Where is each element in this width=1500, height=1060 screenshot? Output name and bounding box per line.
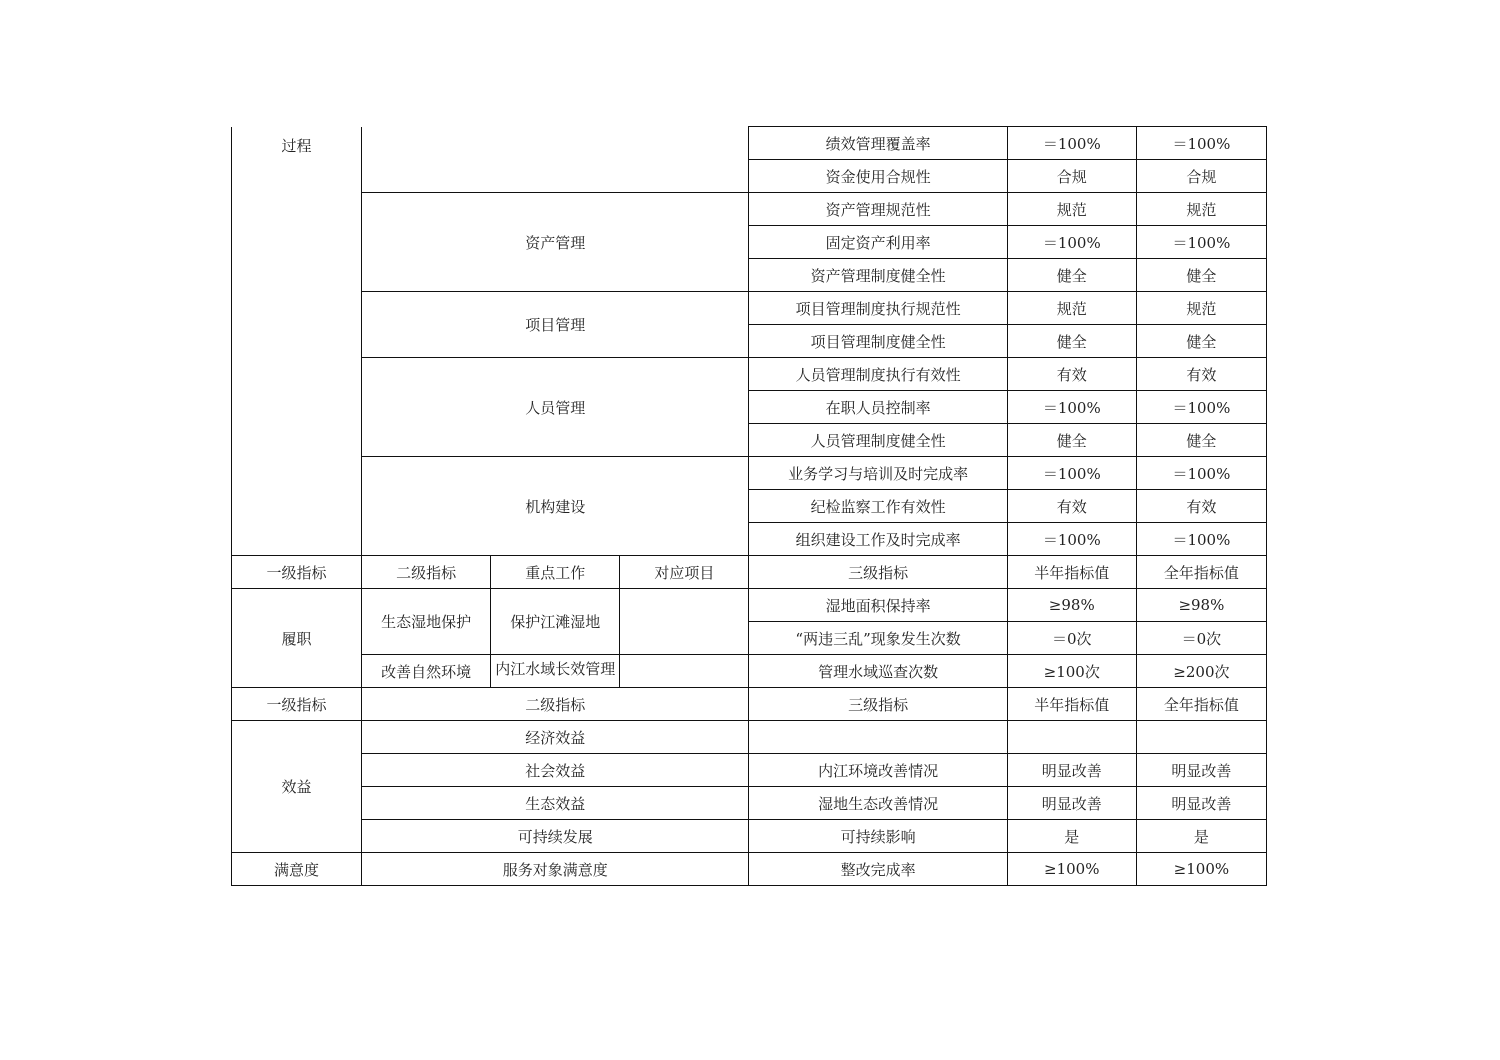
level3-cell: “两违三乱”现象发生次数 xyxy=(749,622,1007,655)
full-value-cell: ＝0次 xyxy=(1136,622,1266,655)
full-value-cell: ＝100% xyxy=(1136,226,1266,259)
level2-cell: 服务对象满意度 xyxy=(362,853,749,886)
level3-cell: 资产管理规范性 xyxy=(749,193,1007,226)
table-row xyxy=(232,853,1267,886)
table-row xyxy=(232,358,1267,391)
table-row xyxy=(232,292,1267,325)
full-value-cell: ≥200次 xyxy=(1136,655,1266,688)
table-row xyxy=(232,589,1267,622)
full-value-cell: 有效 xyxy=(1136,490,1266,523)
level3-cell: 资产管理制度健全性 xyxy=(749,259,1007,292)
half-value-cell: ＝100% xyxy=(1007,391,1136,424)
header-half: 半年指标值 xyxy=(1007,556,1136,589)
table-row xyxy=(232,721,1267,754)
full-value-cell: 规范 xyxy=(1136,193,1266,226)
header-level3: 三级指标 xyxy=(749,556,1007,589)
level3-cell: 业务学习与培训及时完成率 xyxy=(749,457,1007,490)
header-level2: 二级指标 xyxy=(362,688,749,721)
level1-duty-cell: 履职 xyxy=(232,589,362,688)
header-level1: 一级指标 xyxy=(232,556,362,589)
table-header-row xyxy=(232,688,1267,721)
header-full: 全年指标值 xyxy=(1136,688,1266,721)
half-value-cell: 明显改善 xyxy=(1007,787,1136,820)
table-row xyxy=(232,754,1267,787)
level2-blank-cell xyxy=(362,127,749,193)
level1-process-cell: 过程 xyxy=(232,127,362,556)
table-row xyxy=(232,787,1267,820)
half-value-cell: ≥98% xyxy=(1007,589,1136,622)
full-value-cell: 合规 xyxy=(1136,160,1266,193)
level2-cell: 可持续发展 xyxy=(362,820,749,853)
half-value-cell: ＝100% xyxy=(1007,226,1136,259)
half-value-cell: 规范 xyxy=(1007,193,1136,226)
level2-asset-cell: 资产管理 xyxy=(362,193,749,292)
level3-cell: 湿地生态改善情况 xyxy=(749,787,1007,820)
level1-satisfaction-cell: 满意度 xyxy=(232,853,362,886)
level2-cell: 经济效益 xyxy=(362,721,749,754)
project-blank-cell xyxy=(620,589,749,655)
full-value-cell: 明显改善 xyxy=(1136,754,1266,787)
table-row xyxy=(232,655,1267,688)
full-value-cell: 明显改善 xyxy=(1136,787,1266,820)
half-value-cell: 明显改善 xyxy=(1007,754,1136,787)
half-value-cell: ＝100% xyxy=(1007,127,1136,160)
full-value-cell: ＝100% xyxy=(1136,391,1266,424)
half-value-cell: ＝100% xyxy=(1007,457,1136,490)
half-value-cell: 规范 xyxy=(1007,292,1136,325)
level2-personnel-cell: 人员管理 xyxy=(362,358,749,457)
table-row xyxy=(232,820,1267,853)
full-value-cell: 健全 xyxy=(1136,424,1266,457)
level3-cell: 纪检监察工作有效性 xyxy=(749,490,1007,523)
half-value-cell: 有效 xyxy=(1007,490,1136,523)
full-value-cell xyxy=(1136,721,1266,754)
header-level2: 二级指标 xyxy=(362,556,491,589)
level2-environment-cell: 改善自然环境 xyxy=(362,655,491,688)
full-value-cell: ＝100% xyxy=(1136,523,1266,556)
level3-cell: 资金使用合规性 xyxy=(749,160,1007,193)
level3-cell xyxy=(749,721,1007,754)
header-full: 全年指标值 xyxy=(1136,556,1266,589)
level3-cell: 项目管理制度执行规范性 xyxy=(749,292,1007,325)
full-value-cell: ＝100% xyxy=(1136,127,1266,160)
project-blank-cell xyxy=(620,655,749,688)
full-value-cell: 健全 xyxy=(1136,259,1266,292)
level3-cell: 可持续影响 xyxy=(749,820,1007,853)
header-level1: 一级指标 xyxy=(232,688,362,721)
half-value-cell: 健全 xyxy=(1007,259,1136,292)
level3-cell: 绩效管理覆盖率 xyxy=(749,127,1007,160)
level3-cell: 管理水域巡查次数 xyxy=(749,655,1007,688)
full-value-cell: 规范 xyxy=(1136,292,1266,325)
level3-cell: 人员管理制度健全性 xyxy=(749,424,1007,457)
level3-cell: 整改完成率 xyxy=(749,853,1007,886)
header-project: 对应项目 xyxy=(620,556,749,589)
key-work-water-cell xyxy=(491,655,620,688)
half-value-cell: ≥100% xyxy=(1007,853,1136,886)
level3-cell: 项目管理制度健全性 xyxy=(749,325,1007,358)
level1-benefit-cell: 效益 xyxy=(232,721,362,853)
level3-cell: 人员管理制度执行有效性 xyxy=(749,358,1007,391)
level3-cell: 固定资产利用率 xyxy=(749,226,1007,259)
full-value-cell: ≥98% xyxy=(1136,589,1266,622)
table-row xyxy=(232,457,1267,490)
performance-indicator-table xyxy=(231,126,1267,886)
key-work-wetland-cell: 保护江滩湿地 xyxy=(491,589,620,655)
header-half: 半年指标值 xyxy=(1007,688,1136,721)
full-value-cell: 有效 xyxy=(1136,358,1266,391)
half-value-cell: ＝100% xyxy=(1007,523,1136,556)
table-row xyxy=(232,193,1267,226)
full-value-cell: ＝100% xyxy=(1136,457,1266,490)
level3-cell: 在职人员控制率 xyxy=(749,391,1007,424)
level2-org-cell: 机构建设 xyxy=(362,457,749,556)
header-key-work: 重点工作 xyxy=(491,556,620,589)
table-row xyxy=(232,127,1267,160)
full-value-cell: 健全 xyxy=(1136,325,1266,358)
half-value-cell xyxy=(1007,721,1136,754)
level3-cell: 内江环境改善情况 xyxy=(749,754,1007,787)
level2-cell: 生态效益 xyxy=(362,787,749,820)
level2-cell: 社会效益 xyxy=(362,754,749,787)
header-level3: 三级指标 xyxy=(749,688,1007,721)
full-value-cell: ≥100% xyxy=(1136,853,1266,886)
half-value-cell: ＝0次 xyxy=(1007,622,1136,655)
level2-project-cell: 项目管理 xyxy=(362,292,749,358)
full-value-cell: 是 xyxy=(1136,820,1266,853)
level3-cell: 组织建设工作及时完成率 xyxy=(749,523,1007,556)
half-value-cell: 有效 xyxy=(1007,358,1136,391)
level2-wetland-cell: 生态湿地保护 xyxy=(362,589,491,655)
half-value-cell: 健全 xyxy=(1007,325,1136,358)
half-value-cell: ≥100次 xyxy=(1007,655,1136,688)
half-value-cell: 是 xyxy=(1007,820,1136,853)
half-value-cell: 合规 xyxy=(1007,160,1136,193)
key-work-water-text: 内江水域长效管理 xyxy=(495,660,616,678)
level3-cell: 湿地面积保持率 xyxy=(749,589,1007,622)
table-header-row xyxy=(232,556,1267,589)
half-value-cell: 健全 xyxy=(1007,424,1136,457)
